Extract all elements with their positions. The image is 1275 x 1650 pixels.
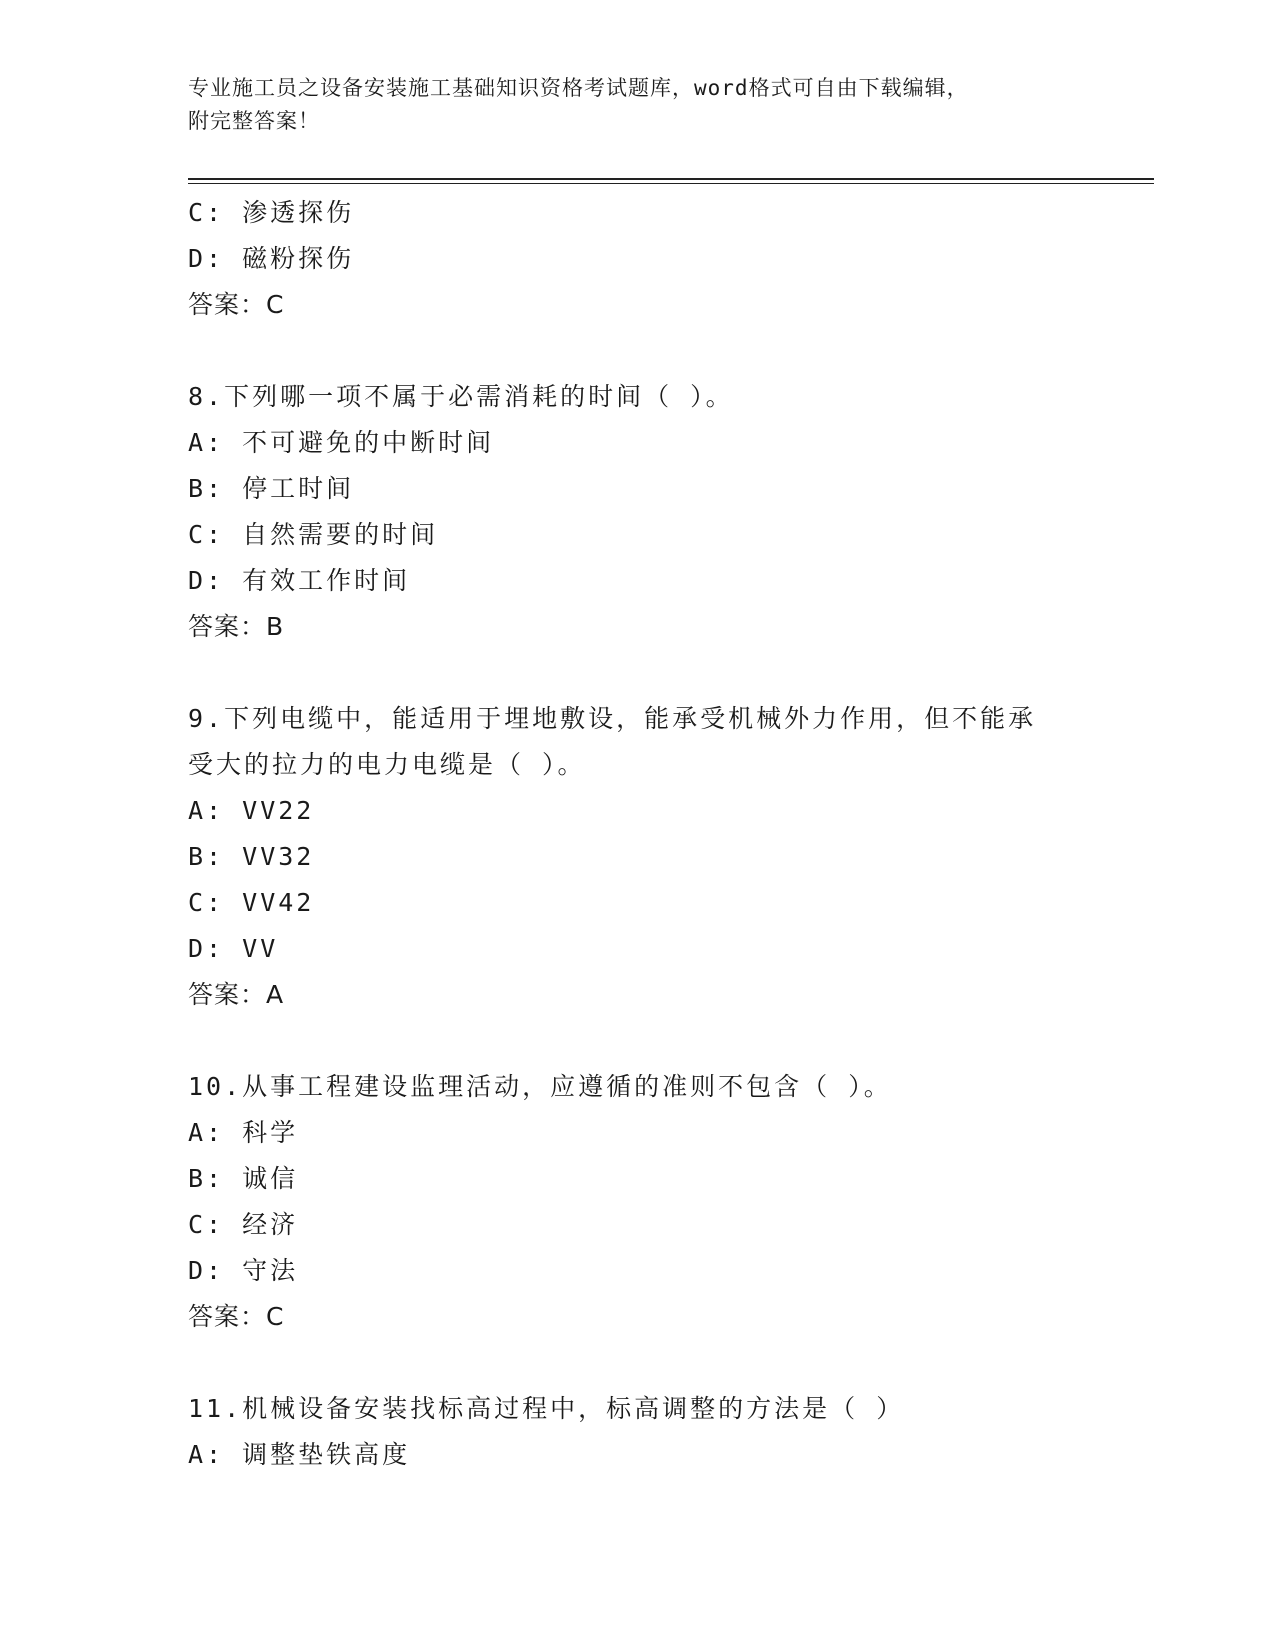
question-stem-line-2: 受大的拉力的电力电缆是（ ）。 <box>188 750 586 779</box>
question-9 <box>188 696 1088 1018</box>
option-c: C: VV42 <box>188 888 315 917</box>
option-c: C: 经济 <box>188 1210 299 1239</box>
question-stem: 8.下列哪一项不属于必需消耗的时间（ ）。 <box>188 382 734 411</box>
option-a: A: 调整垫铁高度 <box>188 1440 411 1469</box>
question-10 <box>188 1064 1088 1340</box>
option-b: B: VV32 <box>188 842 315 871</box>
option-d: D: 守法 <box>188 1256 299 1285</box>
option-a: A: 不可避免的中断时间 <box>188 428 495 457</box>
option-c: C: 自然需要的时间 <box>188 520 439 549</box>
answer-line: 答案：C <box>188 1302 285 1331</box>
spacer <box>188 328 1088 374</box>
header-divider-thick <box>188 178 1154 180</box>
question-stem: 11.机械设备安装找标高过程中，标高调整的方法是（ ） <box>188 1394 905 1423</box>
question-11 <box>188 1386 1088 1478</box>
question-stem: 10.从事工程建设监理活动，应遵循的准则不包含（ ）。 <box>188 1072 892 1101</box>
spacer <box>188 1018 1088 1064</box>
option-d: D: VV <box>188 934 279 963</box>
header-line-1: 专业施工员之设备安装施工基础知识资格考试题库，word格式可自由下载编辑， <box>188 76 969 100</box>
option-d: D: 有效工作时间 <box>188 566 411 595</box>
option-a: A: 科学 <box>188 1118 299 1147</box>
header-divider-thin <box>188 183 1154 184</box>
document-header <box>188 72 1088 138</box>
question-list <box>188 190 1088 1478</box>
option-a: A: VV22 <box>188 796 315 825</box>
question-8 <box>188 374 1088 650</box>
answer-line: 答案：C <box>188 290 285 319</box>
option-c: C: 渗透探伤 <box>188 198 355 227</box>
option-b: B: 停工时间 <box>188 474 355 503</box>
spacer <box>188 650 1088 696</box>
answer-line: 答案：B <box>188 612 285 641</box>
header-line-2: 附完整答案！ <box>188 109 320 133</box>
question-stem-line-1: 9.下列电缆中，能适用于埋地敷设，能承受机械外力作用，但不能承 <box>188 704 1037 733</box>
question-carryover <box>188 190 1088 328</box>
answer-line: 答案：A <box>188 980 285 1009</box>
option-d: D: 磁粉探伤 <box>188 244 355 273</box>
option-b: B: 诚信 <box>188 1164 299 1193</box>
spacer <box>188 1340 1088 1386</box>
